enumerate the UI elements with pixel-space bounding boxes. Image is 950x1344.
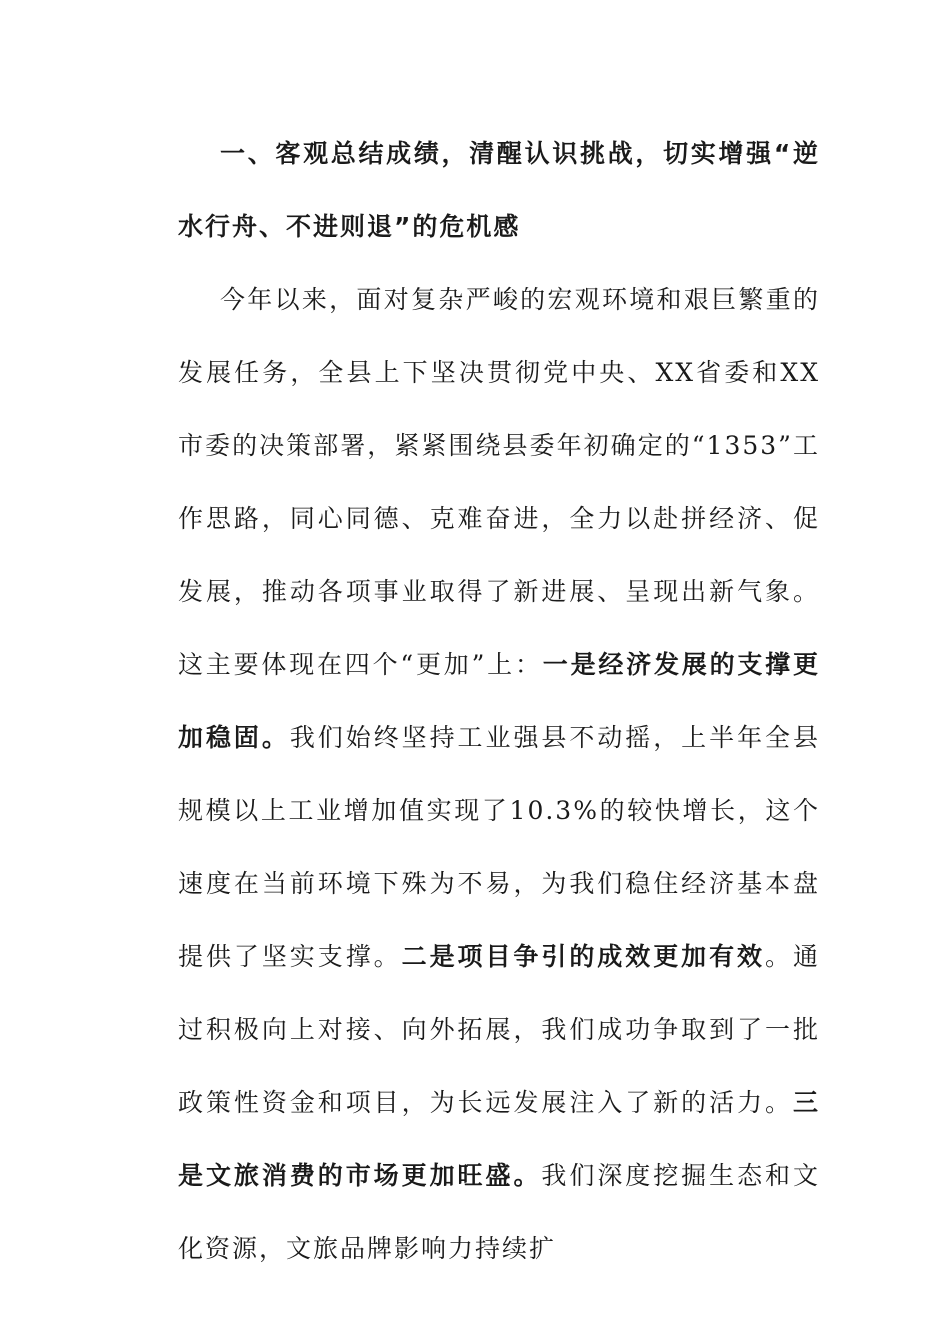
- paragraph-text-3: 。通过积极向上对接、向外拓展，我们成功争取到了一批政策性资金和项目，为长远发展注入了新的活力。: [178, 942, 820, 1117]
- highlight-point-1: 一是经济发展的支撑更加稳固。: [178, 650, 820, 752]
- paragraph-text-4: 我们深度挖掘生态和文化资源，文旅品牌影响力持续扩: [178, 1161, 820, 1263]
- highlight-point-3: 三是文旅消费的市场更加旺盛。: [178, 1088, 820, 1190]
- section-heading: 一、客观总结成绩，清醒认识挑战，切实增强“逆水行舟、不进则退”的危机感: [178, 139, 820, 241]
- paragraph-text-1: 今年以来，面对复杂严峻的宏观环境和艰巨繁重的发展任务，全县上下坚决贯彻党中央、XX省委和XX市委的决策部署，紧紧围绕县委年初确定的“1353”工作思路，同心同德、克难奋进，全力以赴拼经济、促发展，推动各项事业取得了新进展、呈现出新气象。这主要体现在四个“更加”上：: [178, 285, 820, 679]
- document-body: [178, 117, 820, 1285]
- paragraph-text-2: 我们始终坚持工业强县不动摇，上半年全县规模以上工业增加值实现了10.3%的较快增长，这个速度在当前环境下殊为不易，为我们稳住经济基本盘提供了坚实支撑。: [178, 723, 820, 971]
- body-paragraph: [178, 263, 820, 1285]
- highlight-point-2: 二是项目争引的成效更加有效: [401, 942, 766, 971]
